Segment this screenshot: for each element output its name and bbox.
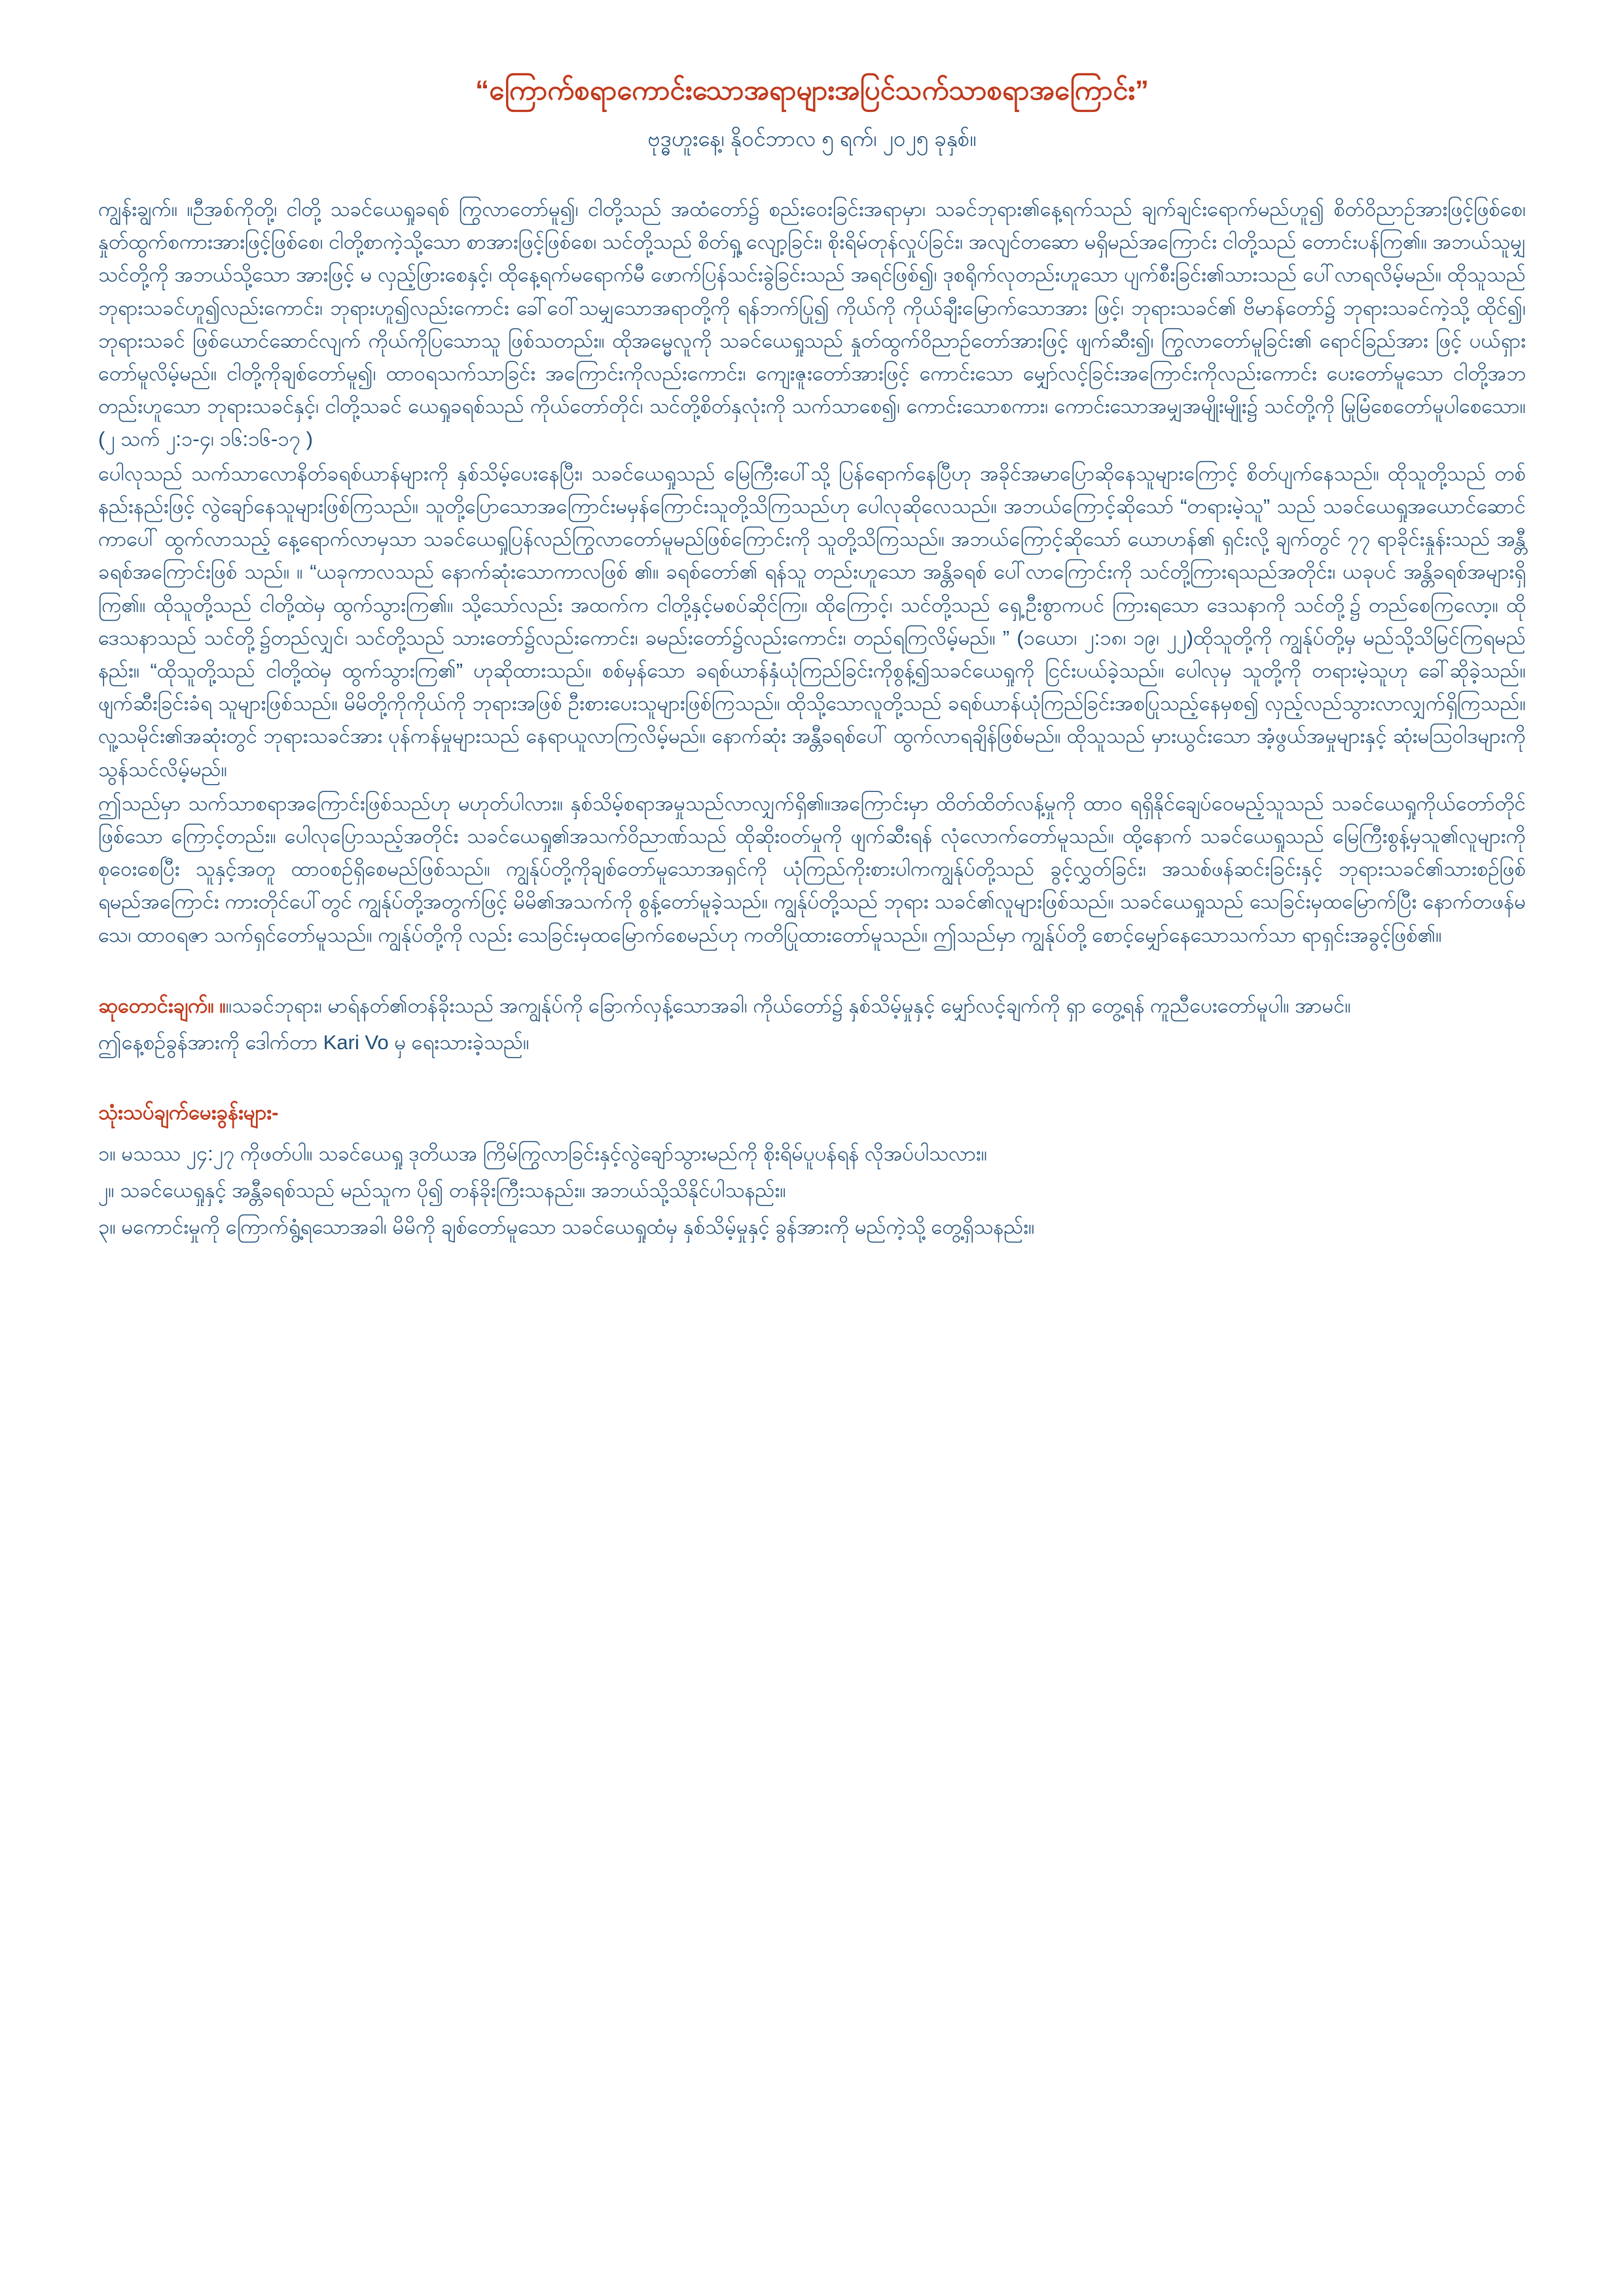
paragraph-3: ဤသည်မှာ သက်သာစရာအကြောင်းဖြစ်သည်ဟု မဟုတ်ပါလား။ နှစ်သိမ့်စရာအမှုသည်လာလျှက်ရှိ၏။အကြောင်းမှာ ထိတ်ထိတ်လန့်မှုကို ထာဝ ရရှိနိုင်ချေပ်ဝေမည့်သူသည် သခင်ယေရှုကိုယ်တော်တိုင်ဖြစ်သော ကြောင့်တည်း။ ပေါလုပြောသည့်အတိုင်း သခင်ယေရှု၏အသက်ဝိညာဏ်သည် ထိုဆိုးဝတ်မှုကို ဖျက်ဆီးရန် လုံလောက်တော်မူသည်။ ထို့နောက် သခင်ယေရှုသည် မြေကြီးစွန့်မှသူ၏လူများကို စုဝေးစေပြီး သူနှင့်အတူ ထာဝစဉ်ရှိစေမည်ဖြစ်သည်။ ကျွန်ုပ်တို့ကိုချစ်တော်မူသောအရှင်ကို ယုံကြည်ကိုးစားပါကကျွန်ုပ်တို့သည် ခွင့်လွှတ်ခြင်း၊ အသစ်ဖန်ဆင်းခြင်းနှင့် ဘုရားသခင်၏သားစဉ်ဖြစ်ရမည်အကြောင်း ကားတိုင်ပေါ်တွင် ကျွန်ုပ်တို့အတွက်ဖြင့် မိမိ၏အသက်ကို စွန့်တော်မူခဲ့သည်။ ကျွန်ုပ်တို့သည် ဘုရား သခင်၏လူများဖြစ်သည်။ သခင်ယေရှုသည် သေခြင်းမှထမြောက်ပြီး နောက်တဖန်မသေ၊ ထာဝရဇာ သက်ရှင်တော်မူသည်။ ကျွန်ုပ်တို့ကို လည်း သေခြင်းမှထမြောက်စေမည်ဟု ကတိပြုထားတော်မူသည်။ ဤသည်မှာ ကျွန်ုပ်တို့ စောင့်မျှော်နေသောသက်သာ ရာရှင်းအခွင့်ဖြစ်၏။ [98, 791, 1526, 946]
page-subtitle: ဗုဒ္ဓဟူးနေ့၊ နိုဝင်ဘာလ ၅ ရက်၊ ၂၀၂၅ ခုနှစ်။ [647, 126, 977, 151]
paragraph-2: ပေါလုသည် သက်သာလောနိတ်ခရစ်ယာန်များကို နှစ်သိမ့်ပေးနေပြီး၊ သခင်ယေရှုသည် မြေကြီးပေါ်သို့ ပြန်ရောက်နေပြီဟု အခိုင်အမာပြောဆိုနေသူများကြောင့် စိတ်ပျက်နေသည်။ ထိုသူတို့သည် တစ်နည်းနည်းဖြင့် လွဲချော်နေသူများဖြစ်ကြသည်။ သူတို့ပြောသောအကြောင်းမမှန်ကြောင်းသူတို့သိကြသည်ဟု ပေါလုဆိုလေသည်။ အဘယ်ကြောင့်ဆိုသော် “တရားမဲ့သူ” သည် သခင်ယေရှုအယောင်ဆောင်ကာပေါ် ထွက်လာသည့် နေ့ရောက်လာမှသာ သခင်ယေရှုပြန်လည်ကြွလာတော်မူမည်ဖြစ်ကြောင်းကို သူတို့သိကြသည်။ အဘယ်ကြောင့်ဆိုသော် ယောဟန်၏ ရှင်းလို့ ချက်တွင် ၇၇ ရာခိုင်းနှုန်းသည် အန္တီခရစ်အကြောင်းဖြစ် သည်။ ။ “ယခုကာလသည် နောက်ဆုံးသောကာလဖြစ် ၏။ ခရစ်တော်၏ ရန်သူ တည်းဟူသော အန္တိခရစ် ပေါ်လာကြောင်းကို သင်တို့ကြားရသည်အတိုင်း၊ ယခုပင် အန္တိခရစ်အများရှိကြ၏။ ထိုသူတို့သည် ငါတို့ထဲမှ ထွက်သွားကြ၏။ သို့သော်လည်း အထက်က ငါတို့နှင့်မစပ်ဆိုင်ကြ။ ထိုကြောင့်၊ သင်တို့သည် ရှေ့ဦးစွာကပင် ကြားရသော ဒေသနာကို သင်တို့၌ တည်စေကြလော့။ ထိုဒေသနာသည် သင်တို့၌တည်လျှင်၊ သင်တို့သည် သားတော်၌လည်းကောင်း၊ ခမည်းတော်၌လည်းကောင်း၊ တည်ရကြလိမ့်မည်။ ” (၁ယော၊ ၂:၁၈၊ ၁၉၊ ၂၂)ထိုသူတို့ကို ကျွန်ုပ်တို့မှ မည်သို့သိမြင်ကြရမည်နည်း။ “ထိုသူတို့သည် ငါတို့ထဲမှ ထွက်သွားကြ၏” ဟုဆိုထားသည်။ စစ်မှန်သော ခရစ်ယာန်နှံယုံကြည်ခြင်းကိုစွန့်၍သခင်ယေရှုကို ငြင်းပယ်ခဲ့သည်။ ပေါလုမှ သူတို့ကို တရားမဲ့သူဟု ခေါ်ဆိုခဲ့သည်။ ဖျက်ဆီးခြင်းခံရ သူများဖြစ်သည်။ မိမိတို့ကိုကိုယ်ကို ဘုရားအဖြစ် ဦးစားပေးသူများဖြစ်ကြသည်။ ထိုသို့သောလူတို့သည် ခရစ်ယာန်ယုံကြည်ခြင်းအစပြုသည့်နေမှစ၍ လှည့်လည်သွားလာလျှက်ရှိကြသည်။ လူ့သမိုင်း၏အဆုံးတွင် ဘုရားသခင်အား ပုန်ကန်မှုများသည် နေရာယူလာကြလိမ့်မည်။ နောက်ဆုံး အန္တီခရစ်ပေါ် ထွက်လာရချိန်ဖြစ်မည်။ ထိုသူသည် မှားယွင်းသော အံ့ဖွယ်အမှုများနှင့် ဆုံးမဩဝါဒများကို သွန်သင်လိမ့်မည်။ [98, 461, 1526, 781]
prayer-paragraph [98, 990, 1526, 1022]
body-text [98, 193, 1526, 952]
prayer-text: ။သခင်ဘုရား၊ မာရ်နတ်၏တန်ခိုးသည် အကျွန်ုပ်ကို ခြောက်လှန့်သောအခါ၊ ကိုယ်တော်၌ နှစ်သိမ့်မှုနှင့် မျှော်လင့်ချက်ကို ရှာ တွေ့ရန် ကူညီပေးတော်မူပါ။ အာမင်။ [225, 994, 1351, 1017]
question-item: ၃။ မကောင်းမှုကို ကြောက်ရွံ့ရသောအခါ၊ မိမိကို ချစ်တော်မူသော သခင်ယေရှုထံမှ နှစ်သိမ့်မှုနှင့် ခွန်အားကို မည်ကဲ့သို့ တွေ့ရှိသနည်း။ [98, 1215, 1035, 1238]
questions-section [98, 1100, 1526, 1243]
paragraph-1: ကျွန်းချွက်။ ။ဉီအစ်ကိုတို့၊ ငါတို့ သခင်ယေရှုခရစ် ကြွလာတော်မူ၍၊ ငါတို့သည် အထံတော်၌ စည်းဝေးခြင်းအရာမှာ၊ သခင်ဘုရား၏နေ့ရက်သည် ချက်ချင်းရောက်မည်ဟူ၍ စိတ်ဝိညာဉ်အားဖြင့်ဖြစ်စေ၊ နှုတ်ထွက်စကားအားဖြင့်ဖြစ်စေ၊ ငါတို့စာကဲ့သို့သော စာအားဖြင့်ဖြစ်စေ၊ သင်တို့သည် စိတ်ရှု့ လျော့ခြင်း၊ စိုးရိမ်တုန်လှုပ်ခြင်း၊ အလျင်တဆော မရှိမည်အကြောင်း ငါတို့သည် တောင်းပန်ကြ၏။ အဘယ်သူမျှ သင်တို့ကို အဘယ်သို့သော အားဖြင့် မ လှည့်ဖြားစေနှင့်၊ ထိုနေ့ရက်မရောက်မီ ဖောက်ပြန်သင်းခွဲခြင်းသည် အရင်ဖြစ်၍၊ ဒုစရိုက်လုတည်းဟူသော ပျက်စီးခြင်း၏သားသည် ပေါ်လာရလိမ့်မည်။ ထိုသူသည် ဘုရားသခင်ဟူ၍လည်းကောင်း၊ ဘုရားဟူ၍လည်းကောင်း ခေါ်ဝေါ်သမျှသောအရာတို့ကို ရန်ဘက်ပြု၍ ကိုယ်ကို ကိုယ်ချီးမြောက်သောအား ဖြင့်၊ ဘုရားသခင်၏ ဗိမာန်တော်၌ ဘုရားသခင်ကဲ့သို့ ထိုင်၍၊ ဘုရားသခင် ဖြစ်ယောင်ဆောင်လျက် ကိုယ်ကိုပြသောသူ ဖြစ်သတည်း။ ထိုအမ္မေလူကို သခင်ယေရှုသည် နှုတ်ထွက်ဝိညာဉ်တော်အားဖြင့် ဖျက်ဆီး၍၊ ကြွလာတော်မူခြင်း၏ ရောင်ခြည်အား ဖြင့် ပယ်ရှားတော်မူလိမ့်မည်။ ငါတို့ကိုချစ်တော်မူ၍၊ ထာဝရသက်သာခြင်း အကြောင်းကိုလည်းကောင်း၊ ကျေးဇူးတော်အားဖြင့် ကောင်းသော မျှော်လင့်ခြင်းအကြောင်းကိုလည်းကောင်း ပေးတော်မူသော ငါတို့အဘတည်းဟူသော ဘုရားသခင်နှင့်၊ ငါတို့သခင် ယေရှုခရစ်သည် ကိုယ်တော်တိုင်၊ သင်တို့စိတ်နှလုံးကို သက်သာစေ၍၊ ကောင်းသောစကား၊ ကောင်းသောအမျှအမျိုးမျိုး၌ သင်တို့ကို မြုမြံစေတော်မူပါစေသော။(၂ သက် ၂:၁-၄၊ ၁၆:၁၆-၁၇ ) [98, 197, 1526, 451]
prayer-label: ဆုတောင်းချက်။ ။ [98, 994, 226, 1017]
author-line: ဤနေ့စဉ်ခွန်အားကို ဒေါက်တာ Kari Vo မှ ရေးသားခဲ့သည်။ [98, 1031, 530, 1054]
questions-heading: သုံးသပ်ချက်မေးခွန်းများ- [98, 1101, 279, 1124]
prayer-section [98, 990, 1526, 1059]
question-item: ၁။ မသဿ ၂၄:၂၇ ကိုဖတ်ပါ။ သခင်ယေရှု ဒုတိယအ ကြိမ်ကြွလာခြင်းနှင့်လွဲချော်သွားမည်ကို စိုးရိမ်ပူပန်ရန် လိုအပ်ပါသလား။ [98, 1142, 988, 1166]
question-item: ၂။ သခင်ယေရှုနှင့် အန္တီခရစ်သည် မည်သူက ပို၍ တန်ခိုးကြီးသနည်း။ အဘယ်သို့သိနိုင်ပါသနည်း။ [98, 1178, 786, 1202]
page-title: “ကြောက်စရာကောင်းသောအရာများအပြင်သက်သာစရာအကြောင်း” [475, 75, 1149, 105]
